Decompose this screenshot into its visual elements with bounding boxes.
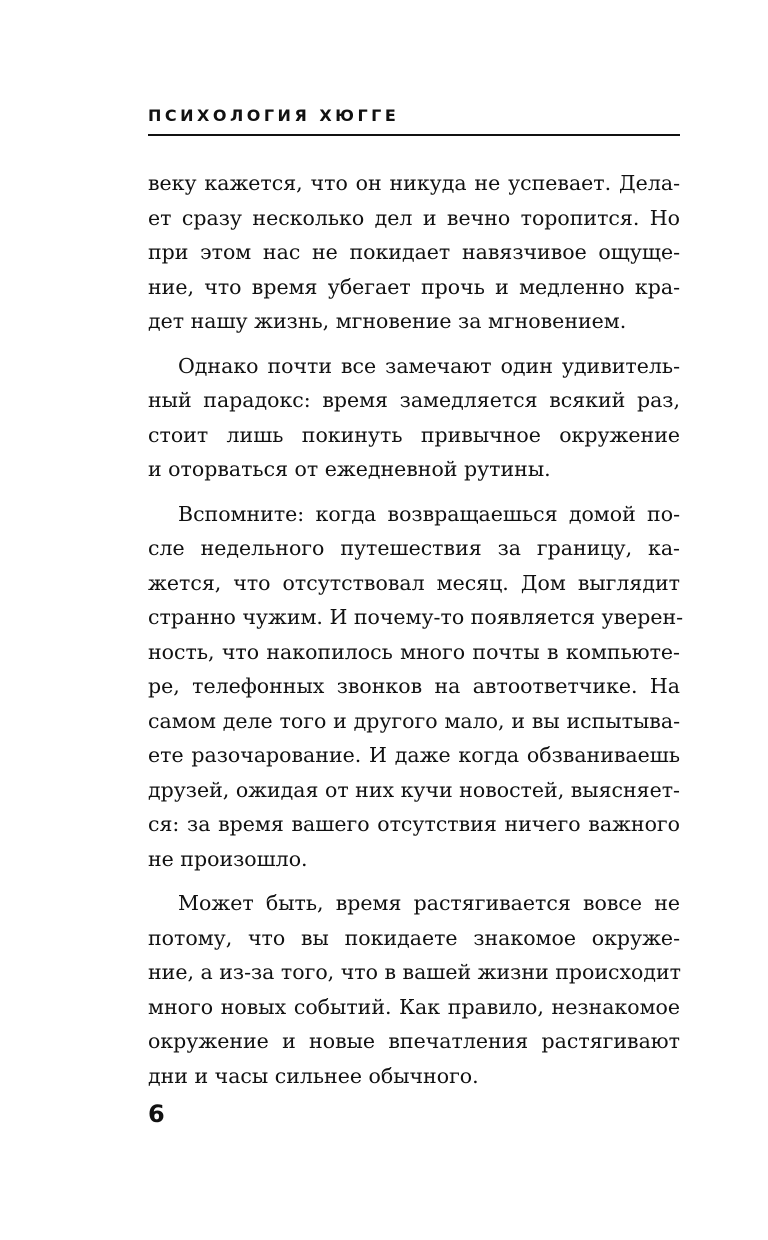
text-line: самом деле того и другого мало, и вы испытыва- <box>148 708 680 733</box>
text-line: ре, телефонных звонков на автоответчике. На <box>148 674 680 698</box>
text-line: ние, что время убегает прочь и медленно кра- <box>148 274 680 299</box>
text-line: потому, что вы покидаете знакомое окруже- <box>148 925 680 950</box>
text-line: ете разочарование. И даже когда обзваниваешь <box>148 743 680 767</box>
text-line: окружение и новые впечатления растягивают <box>148 1029 680 1053</box>
text-line: не произошло. <box>148 846 308 871</box>
text-line: ность, что накопилось много почты в компьюте- <box>148 639 680 664</box>
text-line: много новых событий. Как правило, незнакомое <box>148 994 680 1019</box>
text-line: Вспомните: когда возвращаешься домой по- <box>178 501 680 526</box>
text-line: ет сразу несколько дел и вечно торопится. Но <box>148 205 680 230</box>
text-line: при этом нас не покидает навязчивое ощуще- <box>148 240 680 264</box>
text-line: сле недельного путешествия за границу, ка- <box>148 536 680 560</box>
page-number: 6 <box>148 1100 165 1128</box>
body-text <box>148 166 684 1103</box>
paragraph-3 <box>148 497 684 877</box>
text-line: ние, а из-за того, что в вашей жизни происходит <box>148 960 682 984</box>
running-header <box>148 100 680 136</box>
text-line: жется, что отсутствовал месяц. Дом выглядит <box>148 570 680 595</box>
text-line: и оторваться от ежедневной рутины. <box>148 457 551 481</box>
text-line: ный парадокс: время замедляется всякий раз, <box>148 388 680 412</box>
text-line: Может быть, время растягивается вовсе не <box>178 891 680 915</box>
text-line: Однако почти все замечают один удивитель- <box>178 353 680 378</box>
text-line: странно чужим. И почему-то появляется уверен- <box>148 605 684 629</box>
paragraph-4 <box>148 886 680 1093</box>
text-line: веку кажется, что он никуда не успевает. Дела- <box>148 171 680 195</box>
text-line: стоит лишь покинуть привычное окружение <box>148 422 680 447</box>
paragraph-2 <box>148 349 680 487</box>
header-title: ПСИХОЛОГИЯ ХЮГГЕ <box>148 106 400 125</box>
text-line: дет нашу жизнь, мгновение за мгновением. <box>148 309 627 333</box>
text-line: друзей, ожидая от них кучи новостей, выясняет- <box>148 777 680 802</box>
text-line: ся: за время вашего отсутствия ничего важного <box>148 812 680 836</box>
paragraph-1 <box>148 166 680 339</box>
text-line: дни и часы сильнее обычного. <box>148 1063 479 1088</box>
